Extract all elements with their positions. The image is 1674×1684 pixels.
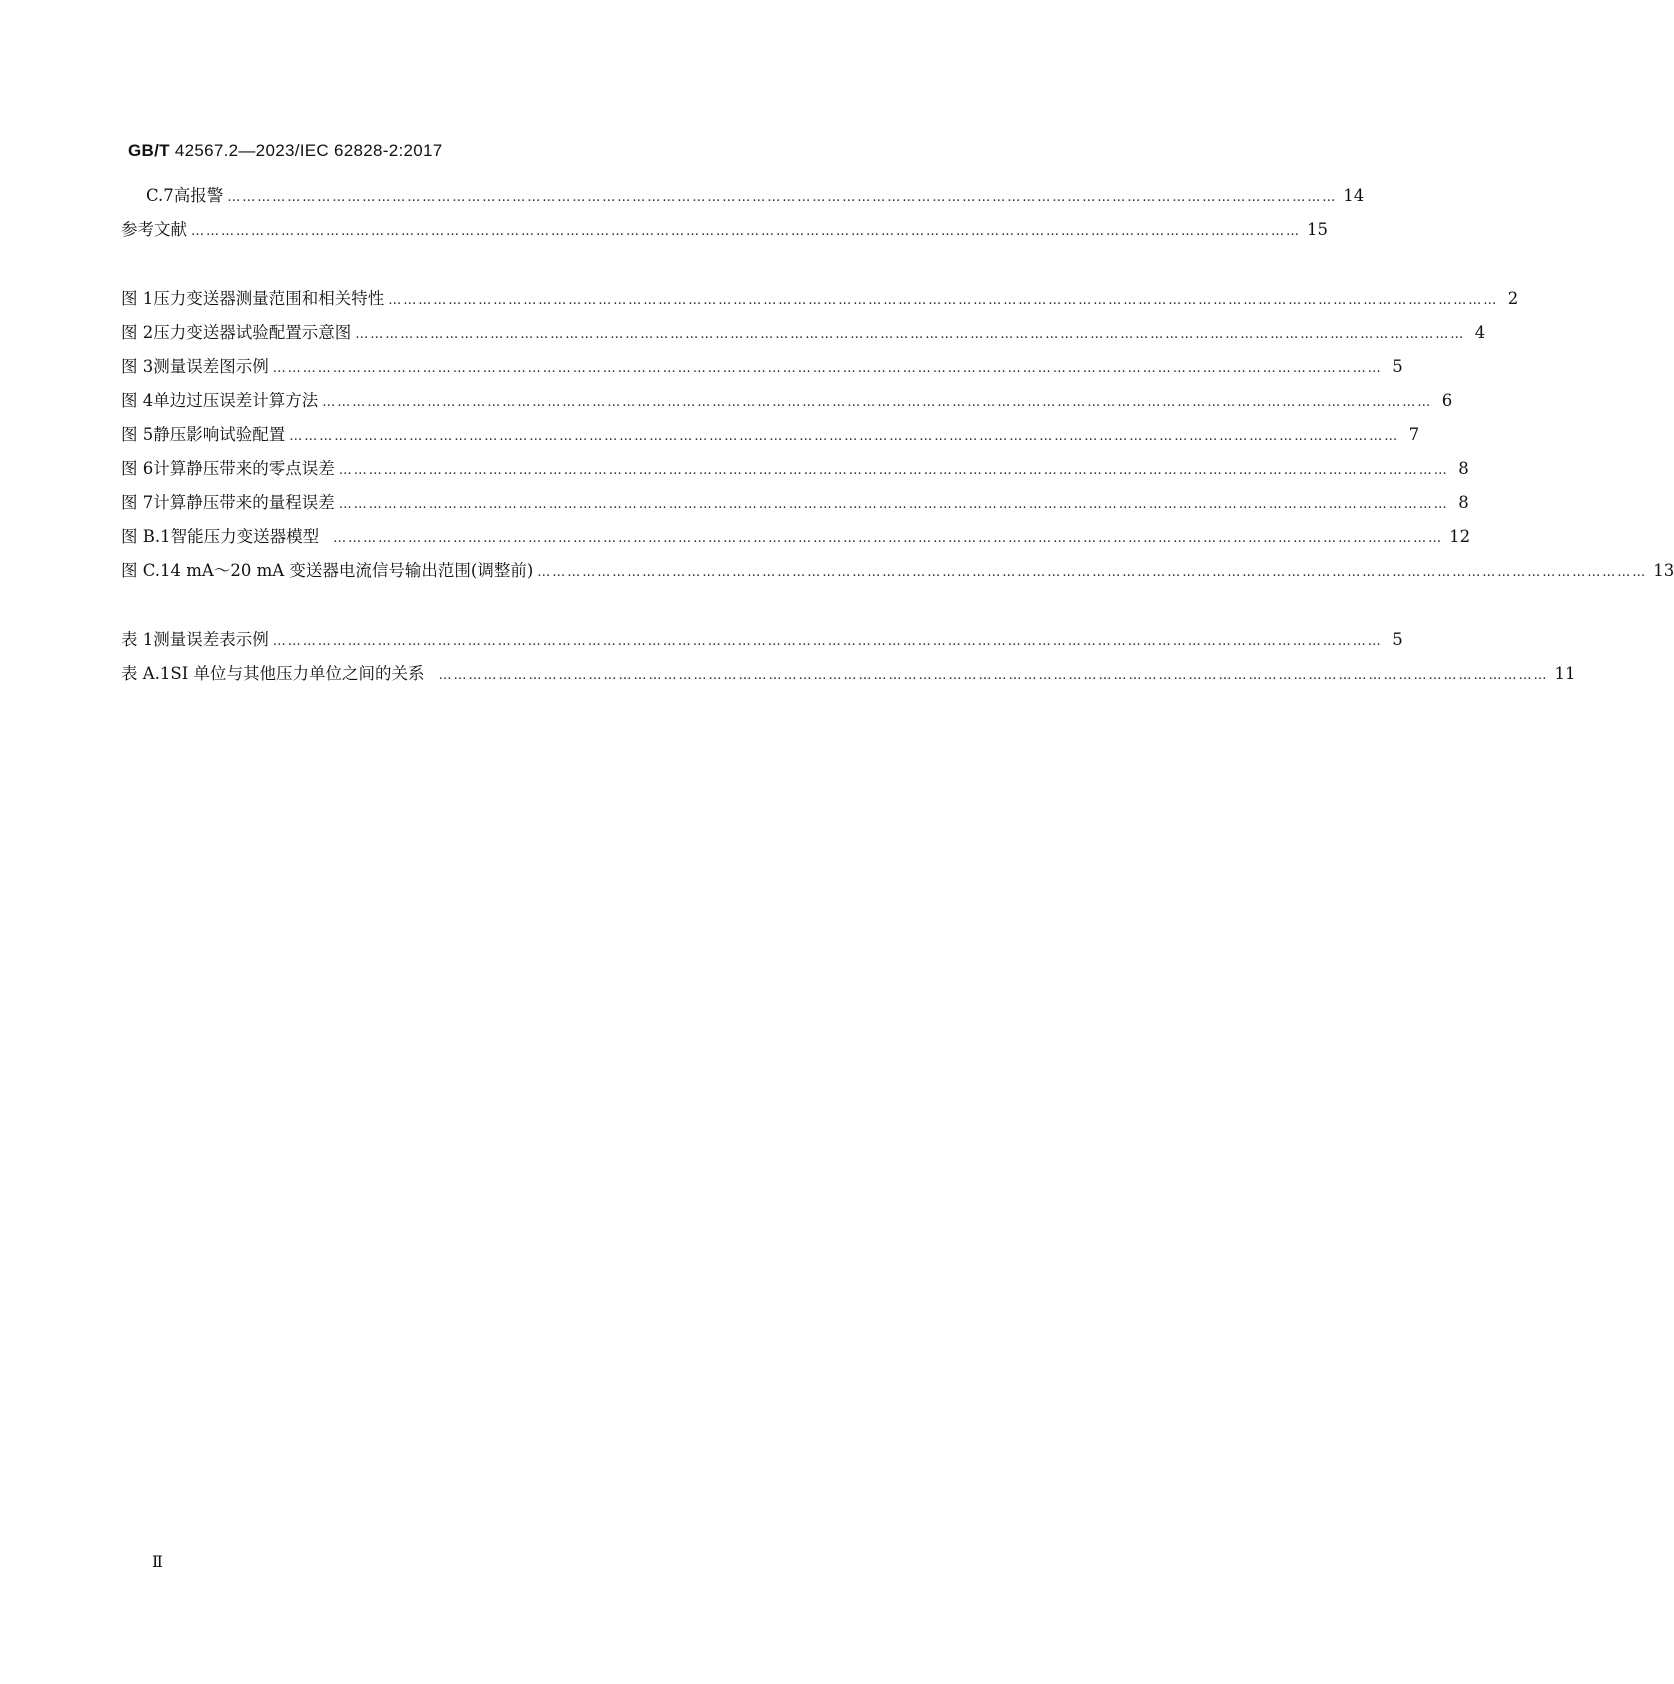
figure-page: 5	[1392, 357, 1403, 376]
table-page: 11	[1554, 664, 1576, 683]
toc-entry-page: 14	[1343, 186, 1365, 205]
table-page: 5	[1392, 630, 1403, 649]
table-title: SI 单位与其他压力单位之间的关系	[170, 664, 425, 683]
figure-page: 4	[1474, 323, 1486, 342]
figure-entry[interactable]	[121, 388, 1453, 414]
figure-entry[interactable]	[121, 490, 1469, 516]
figure-number: 图 4	[121, 391, 154, 410]
figure-title: 计算静压带来的量程误差	[153, 493, 335, 512]
figure-number: 图 B.1	[121, 527, 171, 546]
figure-title: 4 mA～20 mA 变送器电流信号输出范围(调整前)	[170, 561, 534, 580]
figure-entry[interactable]	[121, 354, 1403, 380]
figure-title: 计算静压带来的零点误差	[153, 459, 335, 478]
table-number: 表 1	[121, 630, 154, 649]
leader-dots: ……………………………………………………………………………………………………………………………………………………………………………………………………	[438, 668, 1549, 683]
table-title: 测量误差表示例	[153, 630, 269, 649]
toc-entry-number: C.7	[146, 186, 174, 205]
figure-number: 图 1	[121, 289, 154, 308]
leader-dots: ……………………………………………………………………………………………………………………………………………………………………………………………………	[355, 327, 1466, 342]
leader-dots: ……………………………………………………………………………………………………………………………………………………………………………………………………	[191, 224, 1301, 239]
figure-number: 图 5	[121, 425, 154, 444]
figure-page: 7	[1408, 425, 1420, 444]
figure-page: 6	[1441, 391, 1453, 410]
table-number: 表 A.1	[121, 664, 171, 683]
standard-code: GB/T	[128, 141, 170, 160]
leader-dots: ……………………………………………………………………………………………………………………………………………………………………………………………………	[227, 190, 1338, 205]
leader-dots: ……………………………………………………………………………………………………………………………………………………………………………………………………	[289, 429, 1400, 444]
leader-dots: ……………………………………………………………………………………………………………………………………………………………………………………………………	[338, 463, 1449, 478]
figure-title: 压力变送器测量范围和相关特性	[153, 289, 385, 308]
figure-number: 图 2	[121, 323, 154, 342]
leader-dots: ……………………………………………………………………………………………………………………………………………………………………………………………………	[537, 565, 1648, 580]
figure-title: 单边过压误差计算方法	[153, 391, 319, 410]
figure-page: 13	[1653, 561, 1674, 580]
leader-dots: ……………………………………………………………………………………………………………………………………………………………………………………………………	[333, 531, 1444, 546]
toc-entry-title: 高报警	[173, 186, 224, 205]
figure-entry[interactable]	[121, 558, 1674, 584]
toc-entry-title: 参考文献	[121, 220, 187, 239]
leader-dots: ……………………………………………………………………………………………………………………………………………………………………………………………………	[322, 395, 1433, 410]
figure-number: 图 3	[121, 357, 154, 376]
standard-number: 42567.2—2023/IEC 62828-2:2017	[169, 141, 443, 160]
figure-title: 压力变送器试验配置示意图	[153, 323, 352, 342]
page-number: Ⅱ	[152, 1552, 163, 1571]
leader-dots: ……………………………………………………………………………………………………………………………………………………………………………………………………	[388, 293, 1499, 308]
table-entry[interactable]	[121, 661, 1576, 687]
figure-entry[interactable]	[121, 320, 1486, 346]
table-entry[interactable]	[121, 627, 1403, 653]
toc-entry[interactable]	[121, 217, 1328, 243]
toc-entry[interactable]	[146, 183, 1365, 209]
figure-page: 12	[1449, 527, 1471, 546]
toc-entry-page: 15	[1307, 220, 1328, 239]
figure-number: 图 6	[121, 459, 154, 478]
figure-page: 8	[1458, 459, 1469, 478]
leader-dots: ……………………………………………………………………………………………………………………………………………………………………………………………………	[338, 497, 1449, 512]
figure-entry[interactable]	[121, 286, 1519, 312]
figure-entry[interactable]	[121, 422, 1420, 448]
figure-entry[interactable]	[121, 456, 1469, 482]
figure-page: 8	[1458, 493, 1469, 512]
figure-page: 2	[1507, 289, 1519, 308]
leader-dots: ……………………………………………………………………………………………………………………………………………………………………………………………………	[272, 361, 1383, 376]
leader-dots: ……………………………………………………………………………………………………………………………………………………………………………………………………	[272, 634, 1383, 649]
figure-entry[interactable]	[121, 524, 1471, 550]
figure-title: 静压影响试验配置	[153, 425, 286, 444]
document-header	[128, 141, 443, 161]
figure-title: 测量误差图示例	[153, 357, 269, 376]
figure-number: 图 C.1	[121, 561, 171, 580]
figure-number: 图 7	[121, 493, 154, 512]
figure-title: 智能压力变送器模型	[170, 527, 320, 546]
